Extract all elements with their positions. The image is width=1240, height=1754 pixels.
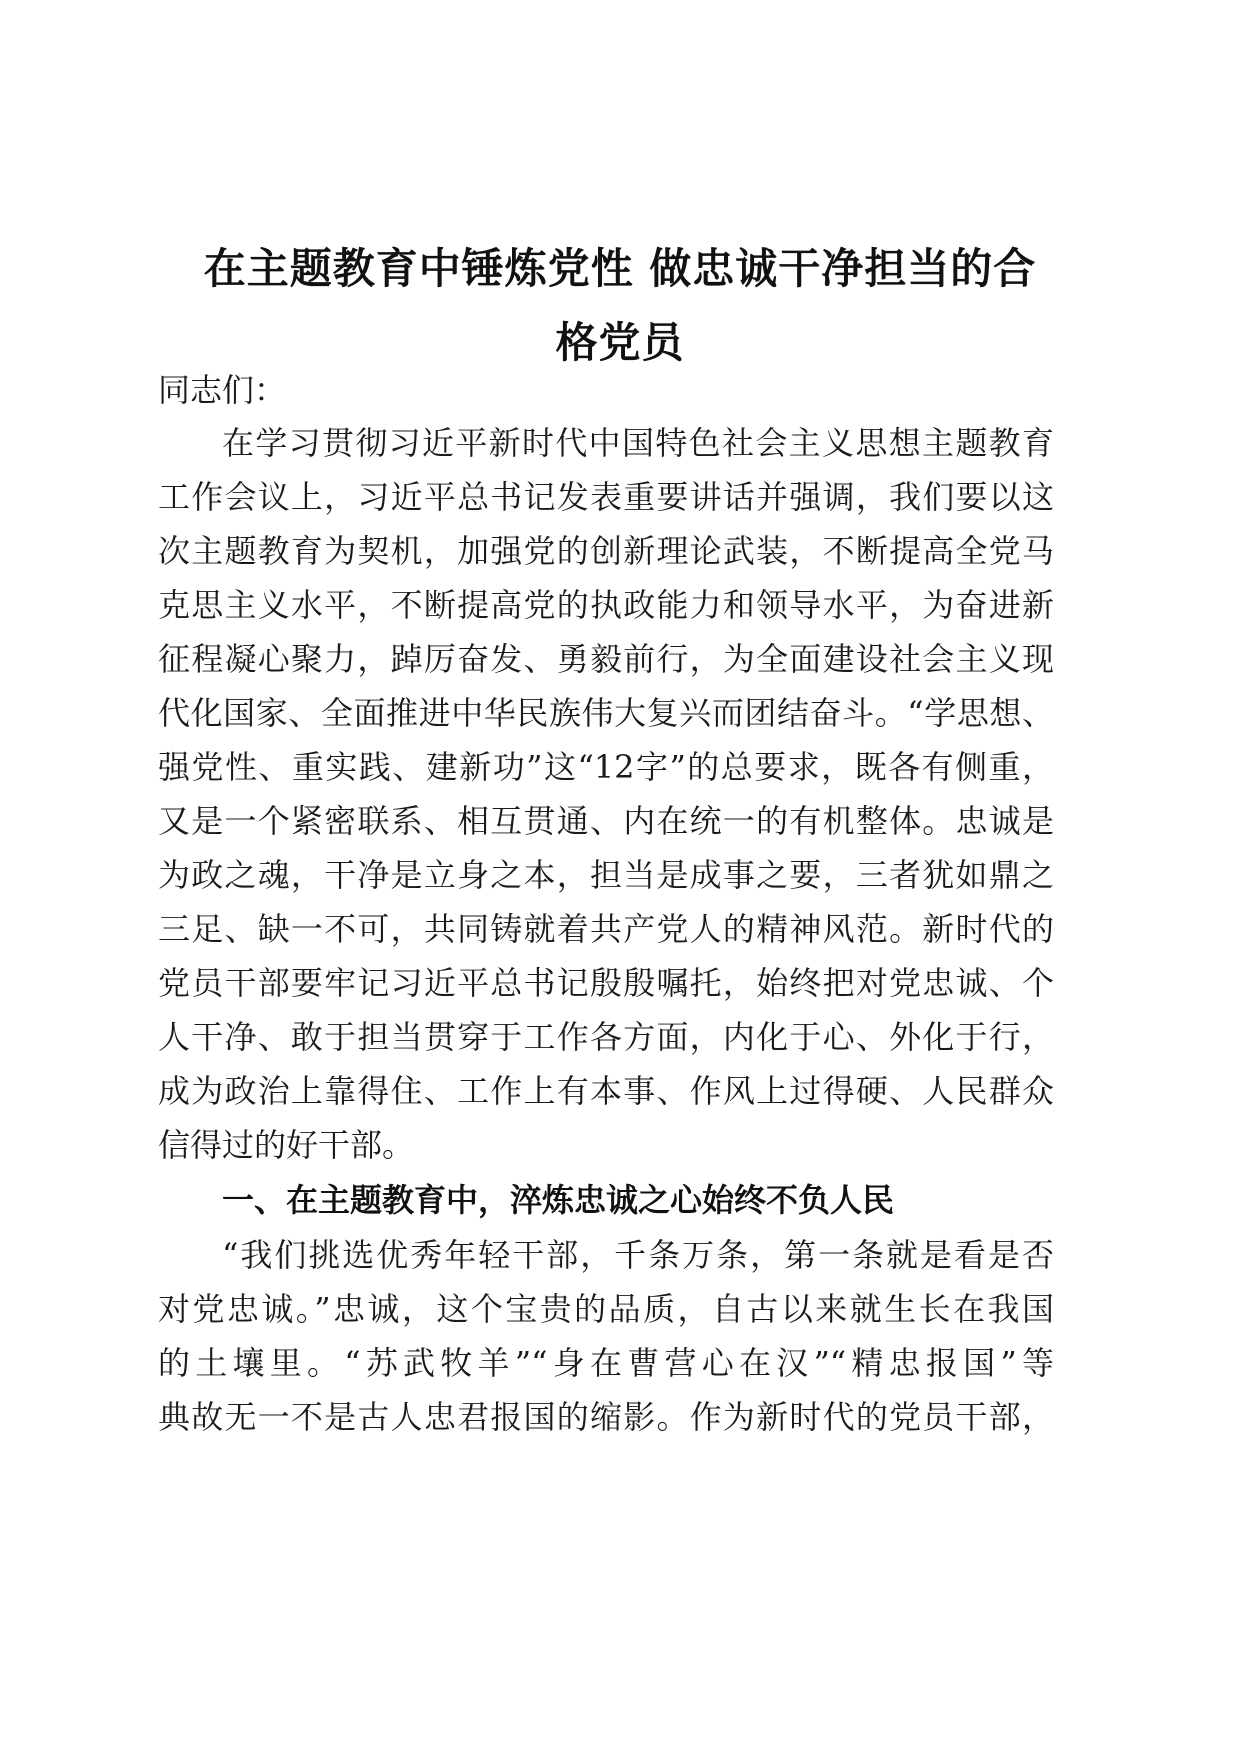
paragraph-2-line-3: 的土壤里。“苏武牧羊”“身在曹营心在汉”“精忠报国”等 <box>158 1344 1054 1382</box>
paragraph-2-line-2: 对党忠诚。”忠诚，这个宝贵的品质，自古以来就生长在我国 <box>158 1290 1054 1328</box>
paragraph-1-line-8: 又是一个紧密联系、相互贯通、内在统一的有机整体。忠诚是 <box>158 802 1054 840</box>
paragraph-1-line-7: 强党性、重实践、建新功”这“12字”的总要求，既各有侧重， <box>158 748 1054 786</box>
paragraph-1-line-3: 次主题教育为契机，加强党的创新理论武装，不断提高全党马 <box>158 532 1054 570</box>
paragraph-1-line-4: 克思主义水平，不断提高党的执政能力和领导水平，为奋进新 <box>158 586 1054 624</box>
paragraph-1-line-9: 为政之魂，干净是立身之本，担当是成事之要，三者犹如鼎之 <box>158 856 1054 894</box>
paragraph-1-line-10: 三足、缺一不可，共同铸就着共产党人的精神风范。新时代的 <box>158 910 1054 948</box>
paragraph-1-line-11: 党员干部要牢记习近平总书记殷殷嘱托，始终把对党忠诚、个 <box>158 964 1054 1002</box>
document-title-line-2: 格党员 <box>555 318 685 367</box>
paragraph-1-line-14: 信得过的好干部。 <box>158 1126 415 1164</box>
paragraph-1-line-13: 成为政治上靠得住、工作上有本事、作风上过得硬、人民群众 <box>158 1072 1054 1110</box>
paragraph-1-line-12: 人干净、敢于担当贯穿于工作各方面，内化于心、外化于行， <box>158 1018 1054 1056</box>
salutation: 同志们： <box>158 371 287 409</box>
paragraph-1-line-5: 征程凝心聚力，踔厉奋发、勇毅前行，为全面建设社会主义现 <box>158 640 1054 678</box>
paragraph-1-line-1: 在学习贯彻习近平新时代中国特色社会主义思想主题教育 <box>222 424 1054 462</box>
section-heading-1: 一、在主题教育中，淬炼忠诚之心始终不负人民 <box>222 1181 895 1219</box>
paragraph-2-line-4: 典故无一不是古人忠君报国的缩影。作为新时代的党员干部， <box>158 1398 1054 1436</box>
paragraph-1-line-6: 代化国家、全面推进中华民族伟大复兴而团结奋斗。“学思想、 <box>158 694 1054 732</box>
paragraph-1-line-2: 工作会议上，习近平总书记发表重要讲话并强调，我们要以这 <box>158 478 1054 516</box>
paragraph-2-line-1: “我们挑选优秀年轻干部，千条万条，第一条就是看是否 <box>222 1236 1054 1274</box>
document-title-line-1: 在主题教育中锤炼党性 做忠诚干净担当的合 <box>203 244 1037 293</box>
